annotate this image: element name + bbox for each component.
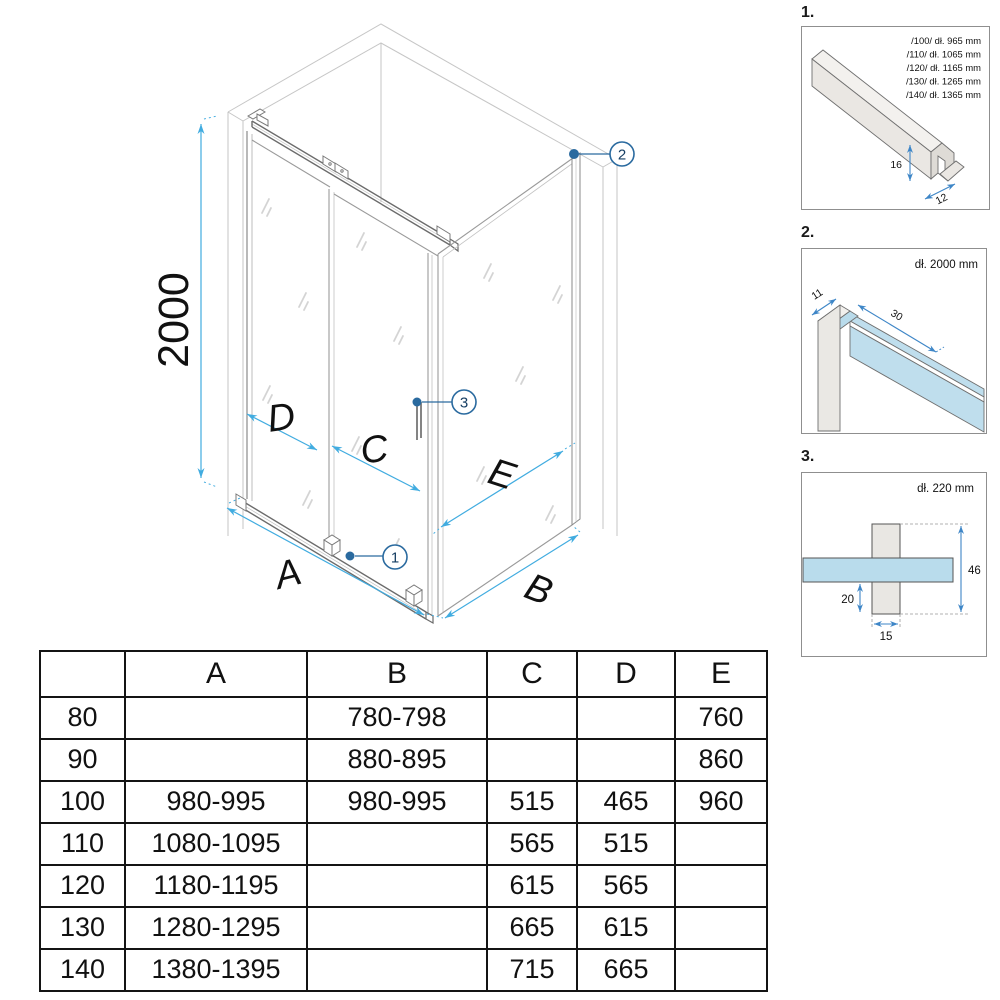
table-row [40, 907, 767, 949]
dim-label-c: C [357, 427, 391, 473]
row-size: 140 [40, 949, 125, 991]
cell-e [675, 823, 767, 865]
size-line-130: /130/ dł. 1265 mm [905, 75, 981, 87]
detail-2-box [801, 248, 987, 434]
size-line-110: /110/ dł. 1065 mm [906, 48, 981, 60]
cell-e [675, 865, 767, 907]
top-rail [252, 121, 458, 251]
glass-bar [803, 558, 953, 582]
table-header-e: E [675, 651, 767, 697]
cell-b [307, 865, 487, 907]
cell-c: 615 [487, 865, 577, 907]
table-row [40, 865, 767, 907]
detail-1-label: 1. [801, 4, 815, 21]
detail-3-dim-height: 46 [968, 565, 981, 577]
callout-2-number: 2 [617, 146, 627, 164]
table-header-b: B [307, 651, 487, 697]
cell-b: 880-895 [307, 739, 487, 781]
cell-a: 980-995 [125, 781, 307, 823]
size-line-100: /100/ dł. 965 mm [911, 35, 981, 46]
detail-2-dim-b: 30 [888, 307, 905, 324]
callout-1-dot [346, 552, 355, 561]
cell-d: 515 [577, 823, 675, 865]
detail-3-dim-offset: 20 [841, 594, 854, 606]
cell-a: 1080-1095 [125, 823, 307, 865]
cell-d: 465 [577, 781, 675, 823]
cell-e: 960 [675, 781, 767, 823]
row-size: 110 [40, 823, 125, 865]
dimension-letters [150, 272, 558, 614]
cell-d [577, 739, 675, 781]
rail-bracket-right [437, 226, 450, 242]
detail-2-label: 2. [801, 224, 815, 241]
cell-c: 565 [487, 823, 577, 865]
cell-e [675, 907, 767, 949]
detail-3-box [801, 472, 987, 657]
cell-b: 980-995 [307, 781, 487, 823]
row-size: 80 [40, 697, 125, 739]
detail-1-dim-depth: 12 [933, 191, 950, 208]
side-panel-top-edge [438, 158, 573, 254]
dim-label-height: 2000 [150, 272, 198, 368]
cell-a [125, 697, 307, 739]
cell-d: 665 [577, 949, 675, 991]
cell-d: 615 [577, 907, 675, 949]
side-panel-bottom-edge [438, 525, 572, 616]
table-header-d: D [577, 651, 675, 697]
detail-2-drawing-wall-profile [802, 249, 986, 433]
glass-shine-marks [262, 199, 562, 556]
cell-e [675, 949, 767, 991]
table-header-size [40, 651, 125, 697]
callout-1-number: 1 [390, 549, 400, 567]
cell-e: 860 [675, 739, 767, 781]
table-header-a: A [125, 651, 307, 697]
cell-c [487, 739, 577, 781]
cell-b [307, 823, 487, 865]
detail-1-size-list [906, 35, 981, 100]
callout-3-number: 3 [459, 394, 469, 412]
table-row [40, 697, 767, 739]
dim-label-d: D [264, 395, 298, 441]
cell-b: 780-798 [307, 697, 487, 739]
detail-3-dim-width: 15 [879, 631, 893, 643]
room-outline [228, 24, 617, 536]
row-size: 100 [40, 781, 125, 823]
cell-a: 1180-1195 [125, 865, 307, 907]
wall-profile-section [818, 305, 984, 432]
rail-roller-brackets [257, 114, 450, 242]
dim-label-a: A [270, 550, 306, 598]
cell-c: 515 [487, 781, 577, 823]
door-guide-blocks [324, 535, 422, 606]
sliding-door-top-edge [334, 194, 438, 256]
row-size: 130 [40, 907, 125, 949]
cell-d [577, 697, 675, 739]
table-header-c: C [487, 651, 577, 697]
table-row [40, 823, 767, 865]
table-row [40, 739, 767, 781]
row-size: 90 [40, 739, 125, 781]
dimensions-table [39, 650, 768, 992]
cell-a: 1380-1395 [125, 949, 307, 991]
detail-3-length: dł. 220 mm [917, 483, 974, 495]
table-header-row [40, 651, 767, 697]
callouts [346, 142, 635, 569]
table-row [40, 781, 767, 823]
dim-line-b [445, 535, 578, 618]
callout-1 [346, 545, 408, 569]
detail-2-dim-a: 11 [809, 286, 826, 303]
handle-cross-section [803, 524, 953, 614]
profile-front-face [818, 305, 840, 431]
cell-a: 1280-1295 [125, 907, 307, 949]
callout-3 [413, 390, 477, 414]
cell-c: 715 [487, 949, 577, 991]
cell-b [307, 907, 487, 949]
cell-e: 760 [675, 697, 767, 739]
callout-2-dot [569, 149, 579, 159]
cell-c: 665 [487, 907, 577, 949]
row-size: 120 [40, 865, 125, 907]
cell-a [125, 739, 307, 781]
callout-3-dot [413, 398, 422, 407]
front-glass-panels [252, 140, 438, 615]
cell-b [307, 949, 487, 991]
cell-d: 565 [577, 865, 675, 907]
detail-3-label: 3. [801, 448, 815, 465]
detail-1-box [801, 26, 990, 210]
dim-label-b: B [518, 565, 559, 615]
detail-2-length: dł. 2000 mm [914, 259, 978, 271]
size-line-120: /120/ dł. 1165 mm [906, 62, 981, 73]
detail-1-drawing-rail-profile [802, 27, 989, 209]
cell-c [487, 697, 577, 739]
dim-label-e: E [483, 450, 521, 499]
table-row [40, 949, 767, 991]
detail-3-drawing-handle-section [802, 473, 986, 656]
door-handle [417, 402, 421, 440]
size-line-140: /140/ dł. 1365 mm [905, 89, 981, 100]
detail-3-dimensions [841, 524, 981, 643]
wall-profile-left [247, 109, 265, 501]
detail-1-dim-height: 16 [890, 159, 902, 171]
